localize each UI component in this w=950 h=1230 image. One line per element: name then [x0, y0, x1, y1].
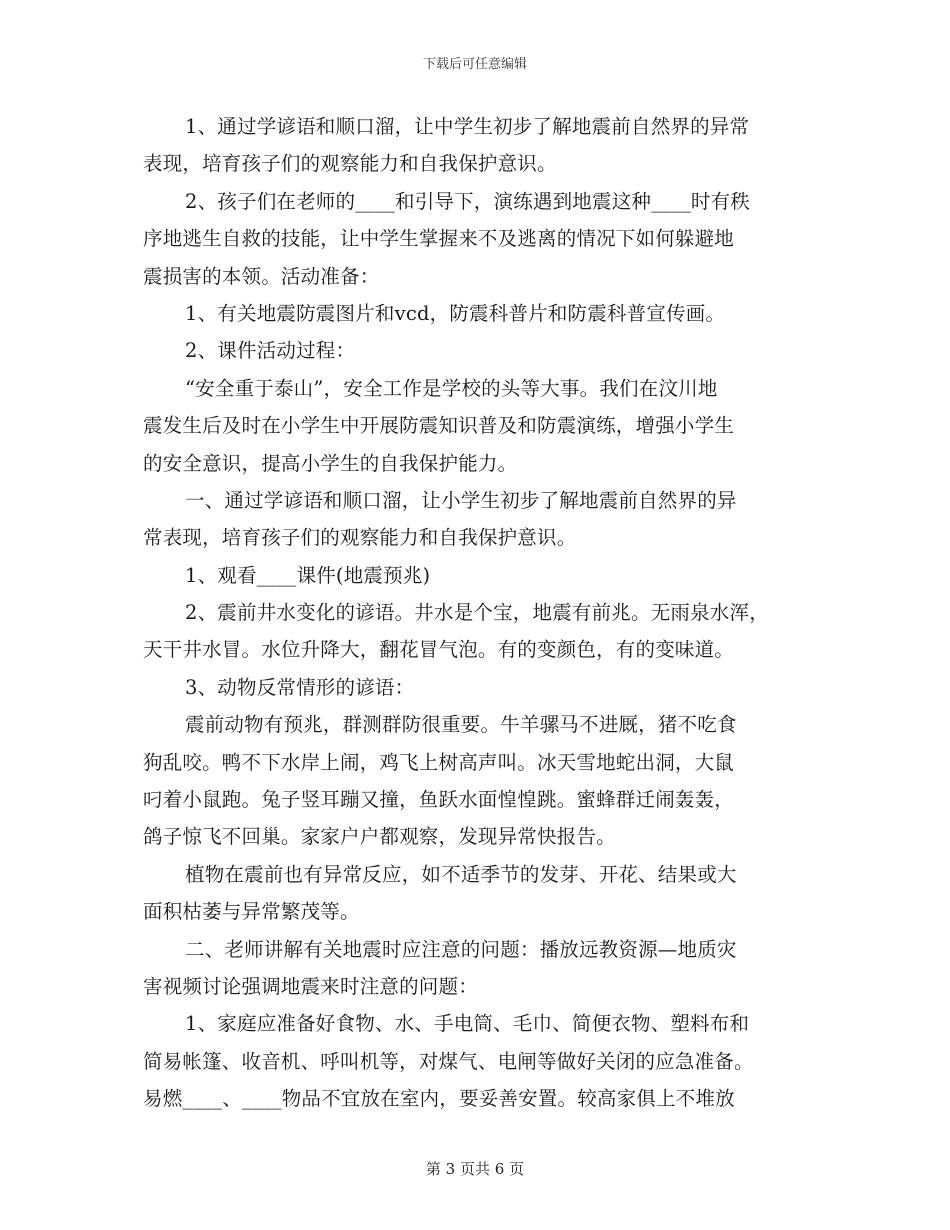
text-line: 易燃____、____物品不宜放在室内，要妥善安置。较高家俱上不堆放 — [143, 1087, 735, 1111]
text-line: 表现，培育孩子们的观察能力和自我保护意识。 — [143, 152, 557, 176]
text-line: 2、课件活动过程： — [185, 339, 356, 363]
document-body — [143, 108, 813, 1118]
text-line: 1、通过学谚语和顺口溜，让中学生初步了解地震前自然界的异常 — [185, 115, 750, 138]
text-line: 1、观看____课件(地震预兆) — [185, 563, 431, 587]
text-line: 1、有关地震防震图片和vcd，防震科普片和防震科普宣传画。 — [185, 301, 726, 325]
text-line: 2、震前井水变化的谚语。井水是个宝，地震有前兆。无雨泉水浑， — [185, 601, 769, 625]
text-line: 鸽子惊飞不回巢。家家户户都观察，发现异常快报告。 — [143, 825, 616, 849]
text-line: “安全重于泰山”，安全工作是学校的头等大事。我们在汶川地 — [185, 376, 718, 400]
text-line: 叼着小鼠跑。兔子竖耳蹦又撞，鱼跃水面惶惶跳。蜜蜂群迁闹轰轰， — [143, 788, 735, 812]
text-line: 震损害的本领。活动准备： — [143, 264, 380, 288]
page-footer: 第 3 页共 6 页 — [425, 1160, 525, 1178]
text-line: 2、孩子们在老师的____和引导下，演练遇到地震这种____时有秩 — [185, 189, 751, 213]
page-header: 下载后可任意编辑 — [422, 57, 527, 72]
text-line: 狗乱咬。鸭不下水岸上闹，鸡飞上树高声叫。冰天雪地蛇出洞，大鼠 — [143, 750, 735, 774]
text-line: 的安全意识，提高小学生的自我保护能力。 — [143, 451, 518, 475]
text-line: 天干井水冒。水位升降大，翻花冒气泡。有的变颜色，有的变味道。 — [143, 638, 735, 662]
text-line: 害视频讨论强调地震来时注意的问题： — [143, 974, 478, 998]
text-line: 序地逃生自救的技能，让中学生掌握来不及逃离的情况下如何躲避地 — [143, 227, 735, 251]
text-line: 1、家庭应准备好食物、水、手电筒、毛巾、简便衣物、塑料布和 — [185, 1012, 750, 1036]
text-line: 常表现，培育孩子们的观察能力和自我保护意识。 — [143, 526, 577, 550]
text-line: 3、动物反常情形的谚语： — [185, 675, 415, 699]
text-line: 植物在震前也有异常反应，如不适季节的发芽、开花、结果或大 — [185, 862, 737, 886]
text-line: 二、老师讲解有关地震时应注意的问题：播放远教资源—地质灾 — [185, 937, 737, 961]
text-line: 面积枯萎与异常繁茂等。 — [143, 900, 360, 924]
text-line: 震前动物有预兆，群测群防很重要。牛羊骡马不进厩，猪不吃食 — [185, 713, 737, 737]
text-line: 一、通过学谚语和顺口溜，让小学生初步了解地震前自然界的异 — [185, 488, 737, 512]
text-line: 震发生后及时在小学生中开展防震知识普及和防震演练，增强小学生 — [143, 414, 735, 438]
text-line: 简易帐篷、收音机、呼叫机等，对煤气、电闸等做好关闭的应急准备。 — [143, 1049, 754, 1073]
